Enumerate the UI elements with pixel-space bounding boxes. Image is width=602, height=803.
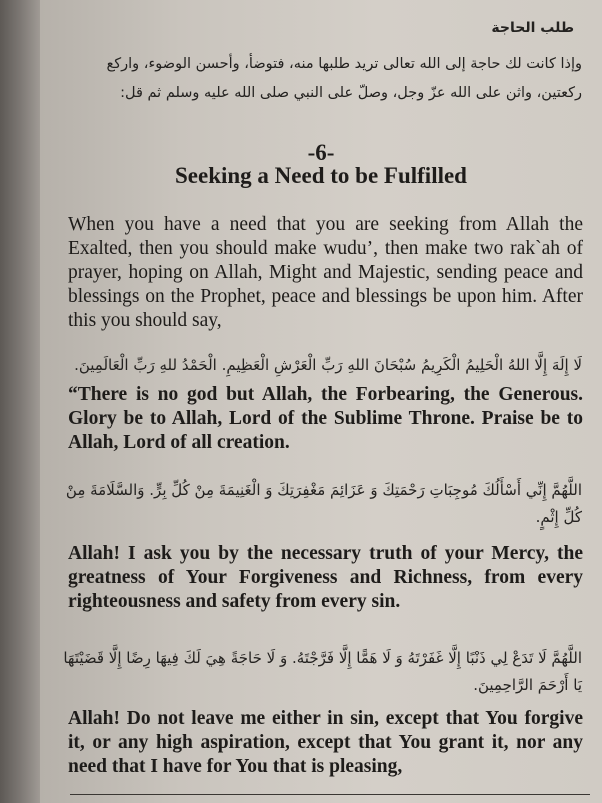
dua-1-arabic: لَا إِلَهَ إِلَّا اللهُ الْحَلِيمُ الْكَرِيمُ سُبْحَانَ اللهِ رَبِّ الْعَرْشِ الْعَظِيمِ. الْحَمْدُ للهِ رَبِّ الْعَالَمِينَ. (74, 356, 582, 374)
chapter-number: -6- (307, 140, 335, 165)
arabic-intro-text: وإذا كانت لك حاجة إلى الله تعالى تريد طلبها منه، فتوضأ، وأحسن الوضوء، واركع ركعتين، واثن على الله عزّ وجل، وصلّ على النبي صلى الله عليه وسلم ثم قل: (106, 56, 582, 101)
page-bottom-rule (70, 794, 590, 795)
dua-2-arabic: اللَّهُمَّ إِنِّي أَسْأَلُكَ مُوجِبَاتِ رَحْمَتِكَ وَ عَزَائِمَ مَغْفِرَتِكَ وَ الْغَنِيمَةَ مِنْ كُلِّ بِرٍّ. وَالسَّلَامَةَ مِنْ كُلِّ إِثْمٍ. (65, 481, 582, 526)
dua-1-translation: “There is no god but Allah, the Forbearing, the Generous. Glory be to Allah, Lord of the Sublime Throne. Praise be to Allah, Lord of all creation. (68, 384, 583, 453)
dua-2-translation: Allah! I ask you by the necessary truth of your Mercy, the greatness of Your Forgiveness and Richness, from every righteousness and safety from every sin. (68, 543, 583, 612)
intro-paragraph: When you have a need that you are seeking from Allah the Exalted, then you should make wudu’, then make two rak`ah of prayer, hoping on Allah, Might and Majestic, sending peace and blessings on the Prophet, peace and blessings be upon him. After this you should say, (68, 214, 583, 331)
dua-3-translation: Allah! Do not leave me either in sin, except that You forgive it, or any high aspiration, except that You grant it, nor any need that I have for You that is pleasing, (68, 708, 583, 777)
book-page (40, 0, 602, 803)
book-spine-shadow (0, 0, 44, 803)
chapter-title: Seeking a Need to be Fulfilled (175, 163, 467, 188)
arabic-chapter-heading: طلب الحاجة (491, 20, 574, 36)
dua-3-arabic: اللَّهُمَّ لَا تَدَعْ لِي ذَنْبًا إِلَّا غَفَرْتَهُ وَ لَا هَمًّا إِلَّا فَرَّجْتَهُ. وَ لَا حَاجَةً هِيَ لَكَ فِيهَا رِضًا إِلَّا قَضَيْتَهَا يَا أَرْحَمَ الرَّاحِمِينَ. (63, 649, 582, 694)
